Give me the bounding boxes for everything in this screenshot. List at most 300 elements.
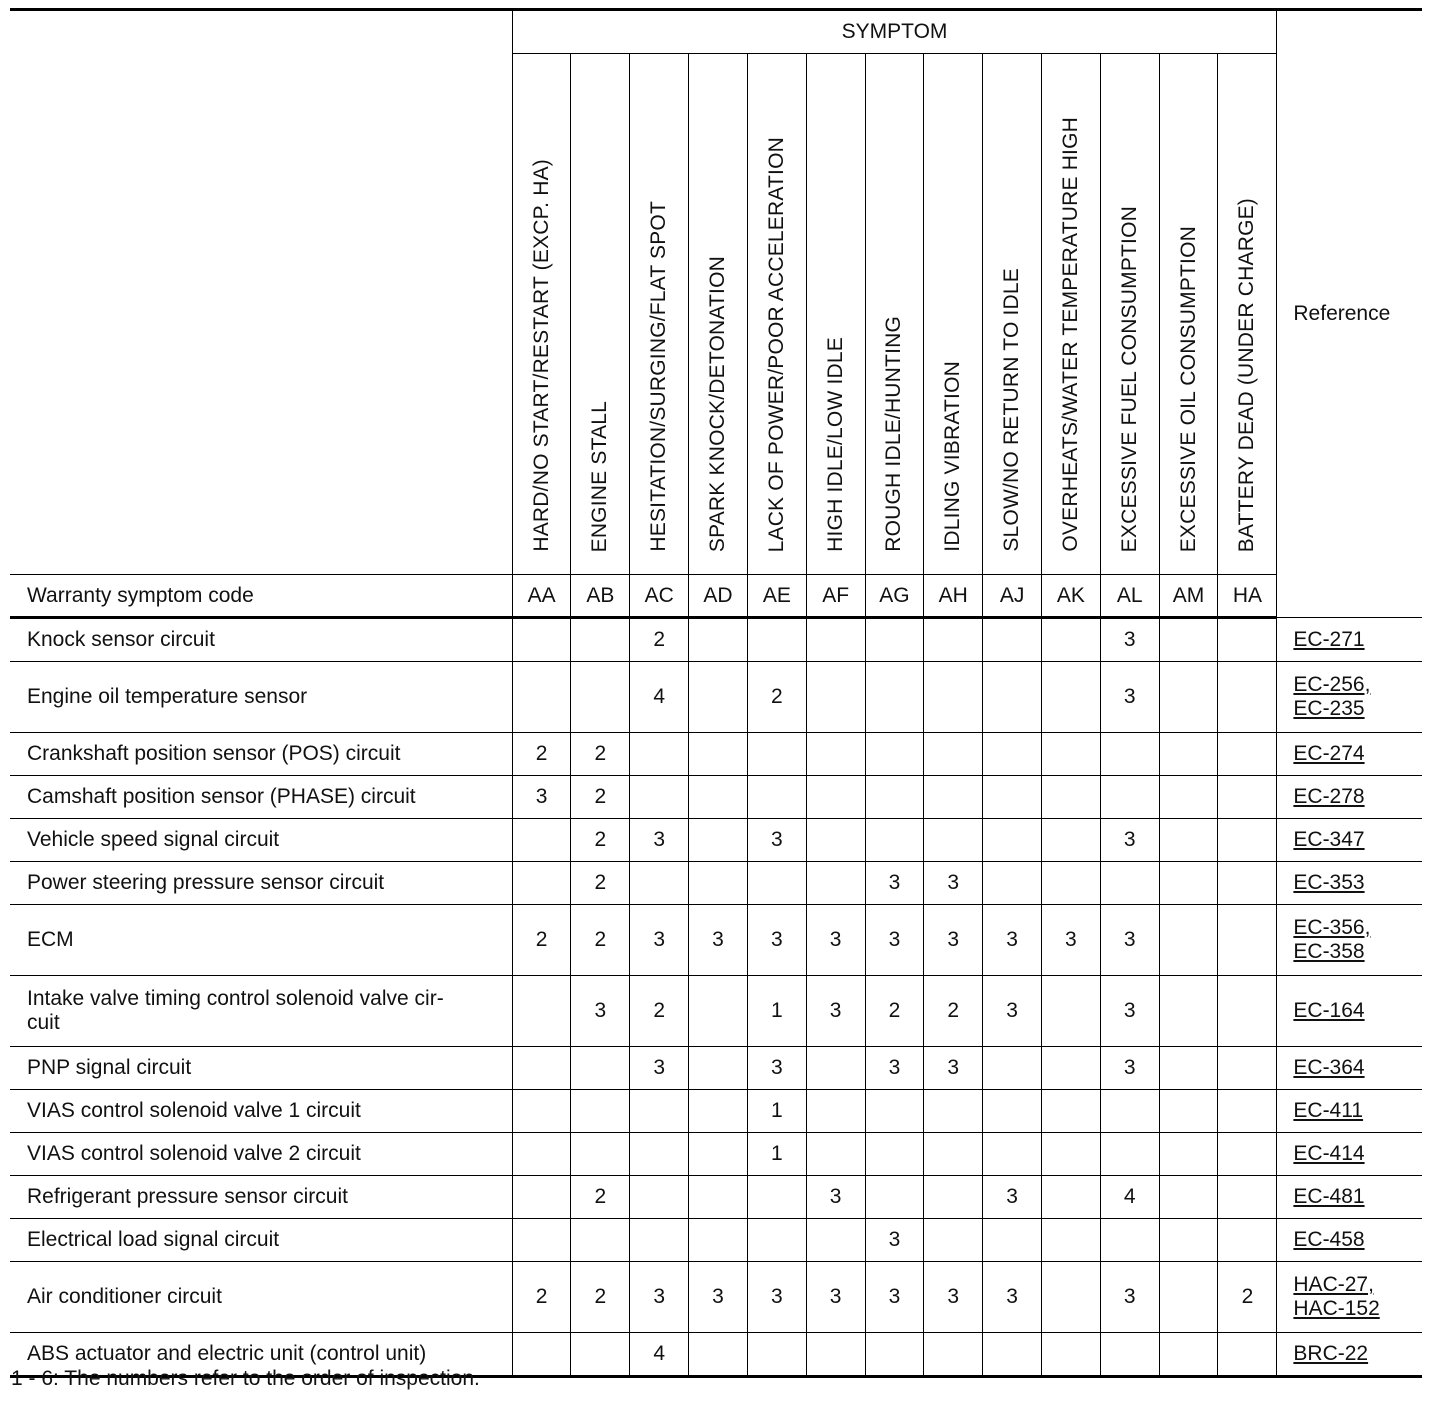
- inspection-order-cell: [571, 1219, 630, 1262]
- inspection-order-cell: 2: [512, 1262, 571, 1333]
- reference-cell: [1277, 618, 1422, 662]
- inspection-order-cell: 4: [630, 1333, 689, 1377]
- inspection-order-cell: [1218, 1176, 1277, 1219]
- inspection-order-cell: [865, 1176, 924, 1219]
- table-row: [10, 776, 1422, 819]
- inspection-order-cell: [924, 819, 983, 862]
- inspection-order-cell: 4: [630, 662, 689, 733]
- row-name: [10, 976, 512, 1047]
- inspection-order-cell: [747, 733, 806, 776]
- inspection-order-cell: 2: [865, 976, 924, 1047]
- row-name: [10, 905, 512, 976]
- row-name-text: PNP signal circuit: [27, 1056, 192, 1079]
- inspection-order-cell: [630, 1219, 689, 1262]
- inspection-order-cell: [1218, 976, 1277, 1047]
- inspection-order-cell: 2: [924, 976, 983, 1047]
- table-row: [10, 1133, 1422, 1176]
- symptom-column-header: [1159, 54, 1218, 575]
- inspection-order-cell: [1159, 733, 1218, 776]
- warranty-code-cell: AL: [1100, 575, 1159, 618]
- reference-link[interactable]: EC-414: [1293, 1142, 1365, 1165]
- inspection-order-cell: [1041, 1333, 1100, 1377]
- inspection-order-cell: 2: [1218, 1262, 1277, 1333]
- inspection-order-cell: [806, 1333, 865, 1377]
- inspection-order-cell: [1041, 976, 1100, 1047]
- inspection-order-cell: 3: [924, 905, 983, 976]
- reference-link[interactable]: HAC-152: [1293, 1297, 1380, 1320]
- reference-cell: [1277, 1133, 1422, 1176]
- inspection-order-cell: [1041, 1047, 1100, 1090]
- reference-cell: [1277, 976, 1422, 1047]
- symptom-label: LACK OF POWER/POOR ACCELERATION: [764, 136, 788, 552]
- table-row: [10, 1219, 1422, 1262]
- inspection-order-cell: [1218, 905, 1277, 976]
- table-row: [10, 733, 1422, 776]
- inspection-order-cell: [1041, 1219, 1100, 1262]
- inspection-order-cell: 2: [571, 1176, 630, 1219]
- inspection-order-cell: [924, 776, 983, 819]
- row-name-text-continued: cuit: [27, 1011, 60, 1034]
- inspection-order-cell: [689, 976, 748, 1047]
- inspection-order-cell: 3: [1100, 618, 1159, 662]
- reference-link[interactable]: EC-164: [1293, 999, 1365, 1022]
- inspection-order-cell: [924, 662, 983, 733]
- table-row: [10, 662, 1422, 733]
- inspection-order-cell: 3: [630, 905, 689, 976]
- footnote: 1 - 6: The numbers refer to the order of inspection.: [11, 1367, 480, 1390]
- inspection-order-cell: [865, 1090, 924, 1133]
- inspection-order-cell: [1041, 1262, 1100, 1333]
- table-row: [10, 1176, 1422, 1219]
- row-name-text: VIAS control solenoid valve 1 circuit: [27, 1099, 361, 1122]
- inspection-order-cell: [1100, 1333, 1159, 1377]
- inspection-order-cell: [1218, 1133, 1277, 1176]
- inspection-order-cell: [1100, 1090, 1159, 1133]
- row-name-text: Intake valve timing control solenoid valve cir-: [27, 987, 444, 1010]
- inspection-order-cell: [983, 1133, 1042, 1176]
- reference-cell: [1277, 1333, 1422, 1377]
- inspection-order-cell: [630, 1176, 689, 1219]
- inspection-order-cell: [983, 1333, 1042, 1377]
- warranty-code-cell: AE: [747, 575, 806, 618]
- inspection-order-cell: 3: [983, 1262, 1042, 1333]
- inspection-order-cell: 3: [865, 862, 924, 905]
- inspection-order-cell: [512, 1133, 571, 1176]
- row-name-text: Vehicle speed signal circuit: [27, 828, 280, 851]
- inspection-order-cell: [630, 862, 689, 905]
- reference-link[interactable]: EC-358: [1293, 940, 1365, 963]
- inspection-order-cell: [1159, 1333, 1218, 1377]
- warranty-code-cell: HA: [1218, 575, 1277, 618]
- inspection-order-cell: [806, 662, 865, 733]
- reference-link[interactable]: HAC-27,: [1293, 1273, 1374, 1296]
- inspection-order-cell: 3: [806, 905, 865, 976]
- symptom-column-header: [689, 54, 748, 575]
- inspection-order-cell: [1041, 1133, 1100, 1176]
- inspection-order-cell: 3: [689, 1262, 748, 1333]
- reference-header-label: Reference: [1293, 302, 1391, 325]
- inspection-order-cell: 3: [806, 976, 865, 1047]
- symptom-label: SLOW/NO RETURN TO IDLE: [1000, 268, 1024, 552]
- inspection-order-cell: [512, 1219, 571, 1262]
- symptom-label: OVERHEATS/WATER TEMPERATURE HIGH: [1058, 117, 1082, 552]
- symptom-label: HIGH IDLE/LOW IDLE: [823, 337, 847, 552]
- inspection-order-cell: [1159, 662, 1218, 733]
- symptom-column-header: [630, 54, 689, 575]
- inspection-order-cell: [1218, 1047, 1277, 1090]
- inspection-order-cell: 3: [747, 1262, 806, 1333]
- inspection-order-cell: 3: [1100, 1047, 1159, 1090]
- inspection-order-cell: 1: [747, 1090, 806, 1133]
- row-name: [10, 1047, 512, 1090]
- inspection-order-cell: [747, 1219, 806, 1262]
- inspection-order-cell: [806, 733, 865, 776]
- inspection-order-cell: [689, 662, 748, 733]
- inspection-order-cell: [865, 819, 924, 862]
- inspection-order-cell: [983, 733, 1042, 776]
- inspection-order-cell: [983, 1090, 1042, 1133]
- reference-cell: [1277, 819, 1422, 862]
- table-row: [10, 618, 1422, 662]
- inspection-order-cell: [747, 1333, 806, 1377]
- inspection-order-cell: [1100, 862, 1159, 905]
- inspection-order-cell: [1100, 733, 1159, 776]
- symptom-column-header: [571, 54, 630, 575]
- symptom-column-header: [747, 54, 806, 575]
- inspection-order-cell: [924, 1090, 983, 1133]
- inspection-order-cell: 3: [865, 1262, 924, 1333]
- inspection-order-cell: 3: [865, 1219, 924, 1262]
- inspection-order-cell: [1041, 776, 1100, 819]
- row-name-text: Power steering pressure sensor circuit: [27, 871, 385, 894]
- symptom-column-header: [1218, 54, 1277, 575]
- row-name-text: ECM: [27, 928, 74, 951]
- inspection-order-cell: [1159, 976, 1218, 1047]
- inspection-order-cell: [1041, 819, 1100, 862]
- inspection-order-cell: [806, 1090, 865, 1133]
- row-name-text: Electrical load signal circuit: [27, 1228, 280, 1251]
- inspection-order-cell: [1159, 1176, 1218, 1219]
- row-name-text: Engine oil temperature sensor: [27, 685, 308, 708]
- inspection-order-cell: 2: [571, 819, 630, 862]
- inspection-order-cell: [747, 1176, 806, 1219]
- inspection-order-cell: 1: [747, 976, 806, 1047]
- inspection-order-cell: [806, 1133, 865, 1176]
- warranty-code-cell: AH: [924, 575, 983, 618]
- row-name-text: Refrigerant pressure sensor circuit: [27, 1185, 348, 1208]
- inspection-order-cell: [806, 1047, 865, 1090]
- inspection-order-cell: [512, 1047, 571, 1090]
- inspection-order-cell: [1041, 662, 1100, 733]
- inspection-order-cell: [983, 1047, 1042, 1090]
- warranty-code-cell: AD: [689, 575, 748, 618]
- symptom-label: ENGINE STALL: [588, 400, 612, 552]
- inspection-order-cell: 2: [571, 905, 630, 976]
- symptom-label: HESITATION/SURGING/FLAT SPOT: [647, 201, 671, 552]
- table-row: [10, 862, 1422, 905]
- inspection-order-cell: [689, 1090, 748, 1133]
- inspection-order-cell: [1218, 862, 1277, 905]
- inspection-order-cell: [689, 1047, 748, 1090]
- inspection-order-cell: [571, 1333, 630, 1377]
- reference-link[interactable]: EC-458: [1293, 1228, 1365, 1251]
- warranty-code-cell: AA: [512, 575, 571, 618]
- row-name: [10, 1219, 512, 1262]
- inspection-order-cell: [1159, 618, 1218, 662]
- inspection-order-cell: [689, 1333, 748, 1377]
- inspection-order-cell: 2: [571, 862, 630, 905]
- symptom-label: EXCESSIVE FUEL CONSUMPTION: [1117, 205, 1141, 552]
- inspection-order-cell: 3: [1041, 905, 1100, 976]
- inspection-order-cell: 3: [747, 819, 806, 862]
- inspection-order-cell: [1159, 1090, 1218, 1133]
- symptom-column-header: [1100, 54, 1159, 575]
- inspection-order-cell: 3: [512, 776, 571, 819]
- inspection-order-cell: [806, 862, 865, 905]
- inspection-order-cell: 2: [571, 776, 630, 819]
- inspection-order-cell: [1159, 905, 1218, 976]
- symptom-column-header: [983, 54, 1042, 575]
- inspection-order-cell: 2: [747, 662, 806, 733]
- inspection-order-cell: [1218, 1333, 1277, 1377]
- inspection-order-cell: 3: [571, 976, 630, 1047]
- inspection-order-cell: 3: [1100, 905, 1159, 976]
- inspection-order-cell: [1159, 1262, 1218, 1333]
- inspection-order-cell: 3: [1100, 662, 1159, 733]
- symptom-column-header: [865, 54, 924, 575]
- inspection-order-cell: [1041, 1176, 1100, 1219]
- inspection-order-cell: 3: [924, 1262, 983, 1333]
- symptom-label: BATTERY DEAD (UNDER CHARGE): [1235, 197, 1259, 552]
- inspection-order-cell: [512, 1333, 571, 1377]
- row-name: [10, 733, 512, 776]
- reference-cell: [1277, 662, 1422, 733]
- inspection-order-cell: [924, 1133, 983, 1176]
- inspection-order-cell: [1041, 733, 1100, 776]
- inspection-order-cell: [983, 662, 1042, 733]
- inspection-order-cell: [630, 733, 689, 776]
- reference-link[interactable]: EC-481: [1293, 1185, 1365, 1208]
- reference-link[interactable]: EC-353: [1293, 871, 1365, 894]
- inspection-order-cell: 3: [924, 862, 983, 905]
- inspection-order-cell: [924, 1333, 983, 1377]
- symptom-label: SPARK KNOCK/DETONATION: [706, 255, 730, 552]
- inspection-order-cell: [571, 1047, 630, 1090]
- inspection-order-cell: 3: [1100, 819, 1159, 862]
- inspection-order-cell: [865, 733, 924, 776]
- warranty-code-cell: AG: [865, 575, 924, 618]
- table-row: [10, 1047, 1422, 1090]
- warranty-code-cell: AJ: [983, 575, 1042, 618]
- inspection-order-cell: [571, 662, 630, 733]
- table-header: [10, 10, 1422, 618]
- inspection-order-cell: 3: [689, 905, 748, 976]
- symptom-column-header: [924, 54, 983, 575]
- symptom-header: SYMPTOM: [512, 10, 1277, 54]
- row-name: [10, 1090, 512, 1133]
- row-name: [10, 1262, 512, 1333]
- table-row: [10, 1090, 1422, 1133]
- inspection-order-cell: 3: [806, 1176, 865, 1219]
- inspection-order-cell: [924, 618, 983, 662]
- inspection-order-cell: [1041, 1090, 1100, 1133]
- inspection-order-cell: [924, 1219, 983, 1262]
- inspection-order-cell: 3: [747, 905, 806, 976]
- reference-cell: [1277, 905, 1422, 976]
- table-row: [10, 976, 1422, 1047]
- table-row: [10, 1262, 1422, 1333]
- inspection-order-cell: [1218, 1219, 1277, 1262]
- inspection-order-cell: 3: [983, 1176, 1042, 1219]
- warranty-code-label: Warranty symptom code: [10, 575, 512, 618]
- reference-cell: [1277, 1176, 1422, 1219]
- inspection-order-cell: 4: [1100, 1176, 1159, 1219]
- inspection-order-cell: 3: [865, 905, 924, 976]
- inspection-order-cell: [806, 1219, 865, 1262]
- inspection-order-cell: [1159, 1047, 1218, 1090]
- reference-link[interactable]: EC-278: [1293, 785, 1365, 808]
- inspection-order-cell: [865, 1333, 924, 1377]
- inspection-order-cell: [983, 618, 1042, 662]
- row-name: [10, 776, 512, 819]
- inspection-order-cell: 3: [630, 819, 689, 862]
- warranty-code-cell: AM: [1159, 575, 1218, 618]
- inspection-order-cell: [806, 618, 865, 662]
- reference-cell: [1277, 733, 1422, 776]
- inspection-order-cell: [571, 618, 630, 662]
- inspection-order-cell: [747, 776, 806, 819]
- warranty-code-cell: AK: [1041, 575, 1100, 618]
- symptom-label: ROUGH IDLE/HUNTING: [882, 316, 906, 552]
- inspection-order-cell: [983, 819, 1042, 862]
- inspection-order-cell: [1159, 776, 1218, 819]
- inspection-order-cell: [1159, 819, 1218, 862]
- row-name-text: ABS actuator and electric unit (control unit): [27, 1342, 427, 1365]
- inspection-order-cell: [1041, 618, 1100, 662]
- inspection-order-cell: 3: [747, 1047, 806, 1090]
- row-name: [10, 1133, 512, 1176]
- row-name-text: Crankshaft position sensor (POS) circuit: [27, 742, 401, 765]
- inspection-order-cell: 2: [571, 733, 630, 776]
- inspection-order-cell: [983, 776, 1042, 819]
- inspection-order-cell: [865, 776, 924, 819]
- symptom-column-header: [806, 54, 865, 575]
- inspection-order-cell: [512, 976, 571, 1047]
- inspection-order-cell: [1100, 1133, 1159, 1176]
- reference-link[interactable]: EC-364: [1293, 1056, 1365, 1079]
- inspection-order-cell: [1100, 1219, 1159, 1262]
- inspection-order-cell: [924, 1176, 983, 1219]
- inspection-order-cell: [1100, 776, 1159, 819]
- header-corner: [10, 10, 512, 575]
- inspection-order-cell: [512, 1090, 571, 1133]
- reference-link[interactable]: EC-235: [1293, 697, 1365, 720]
- inspection-order-cell: [571, 1090, 630, 1133]
- inspection-order-cell: [1218, 776, 1277, 819]
- inspection-order-cell: [865, 1133, 924, 1176]
- inspection-order-cell: 2: [512, 905, 571, 976]
- inspection-order-cell: [512, 662, 571, 733]
- row-name: [10, 862, 512, 905]
- row-name: [10, 1176, 512, 1219]
- inspection-order-cell: 3: [630, 1047, 689, 1090]
- row-name: [10, 618, 512, 662]
- inspection-order-cell: [1159, 1133, 1218, 1176]
- table-row: [10, 905, 1422, 976]
- reference-link[interactable]: BRC-22: [1293, 1342, 1369, 1365]
- symptom-label: EXCESSIVE OIL CONSUMPTION: [1176, 225, 1200, 552]
- inspection-order-cell: [689, 819, 748, 862]
- inspection-order-cell: [689, 1133, 748, 1176]
- warranty-code-cell: AB: [571, 575, 630, 618]
- inspection-order-cell: [689, 733, 748, 776]
- inspection-order-cell: [1218, 618, 1277, 662]
- inspection-order-cell: [865, 618, 924, 662]
- inspection-order-cell: [1218, 733, 1277, 776]
- inspection-order-cell: 3: [983, 976, 1042, 1047]
- inspection-order-cell: [630, 776, 689, 819]
- symptom-label: HARD/NO START/RESTART (EXCP. HA): [529, 159, 553, 552]
- warranty-code-row: [10, 575, 1422, 618]
- inspection-order-cell: [1159, 1219, 1218, 1262]
- reference-cell: [1277, 1219, 1422, 1262]
- inspection-order-cell: [571, 1133, 630, 1176]
- inspection-order-cell: [512, 618, 571, 662]
- reference-header: [1277, 10, 1422, 618]
- reference-link[interactable]: EC-271: [1293, 627, 1365, 651]
- inspection-order-cell: [1159, 862, 1218, 905]
- inspection-order-cell: 2: [630, 976, 689, 1047]
- inspection-order-cell: [512, 1176, 571, 1219]
- inspection-order-cell: 2: [571, 1262, 630, 1333]
- reference-link[interactable]: EC-256,: [1293, 673, 1371, 696]
- reference-link[interactable]: EC-411: [1293, 1099, 1364, 1122]
- inspection-order-cell: [689, 776, 748, 819]
- inspection-order-cell: [865, 662, 924, 733]
- inspection-order-cell: 3: [630, 1262, 689, 1333]
- inspection-order-cell: [1041, 862, 1100, 905]
- inspection-order-cell: [747, 862, 806, 905]
- symptom-column-header: [1041, 54, 1100, 575]
- inspection-order-cell: [1218, 662, 1277, 733]
- table-body: [10, 618, 1422, 1377]
- table-row: [10, 819, 1422, 862]
- reference-cell: [1277, 1090, 1422, 1133]
- reference-link[interactable]: EC-274: [1293, 742, 1365, 765]
- reference-link[interactable]: EC-347: [1293, 828, 1365, 851]
- row-name: [10, 662, 512, 733]
- symptom-column-header: [512, 54, 571, 575]
- reference-cell: [1277, 862, 1422, 905]
- inspection-order-cell: 2: [630, 618, 689, 662]
- inspection-order-cell: [689, 1176, 748, 1219]
- inspection-order-cell: 3: [924, 1047, 983, 1090]
- inspection-order-cell: 3: [1100, 976, 1159, 1047]
- inspection-order-cell: [512, 819, 571, 862]
- inspection-order-cell: 1: [747, 1133, 806, 1176]
- inspection-order-cell: 3: [1100, 1262, 1159, 1333]
- inspection-order-cell: [630, 1090, 689, 1133]
- inspection-order-cell: [512, 862, 571, 905]
- inspection-order-cell: [924, 733, 983, 776]
- inspection-order-cell: [747, 618, 806, 662]
- reference-cell: [1277, 1262, 1422, 1333]
- reference-link[interactable]: EC-356,: [1293, 916, 1371, 939]
- inspection-order-cell: [983, 862, 1042, 905]
- inspection-order-cell: [806, 819, 865, 862]
- symptom-matrix-table: [10, 8, 1422, 1378]
- row-name-text: Knock sensor circuit: [27, 628, 215, 651]
